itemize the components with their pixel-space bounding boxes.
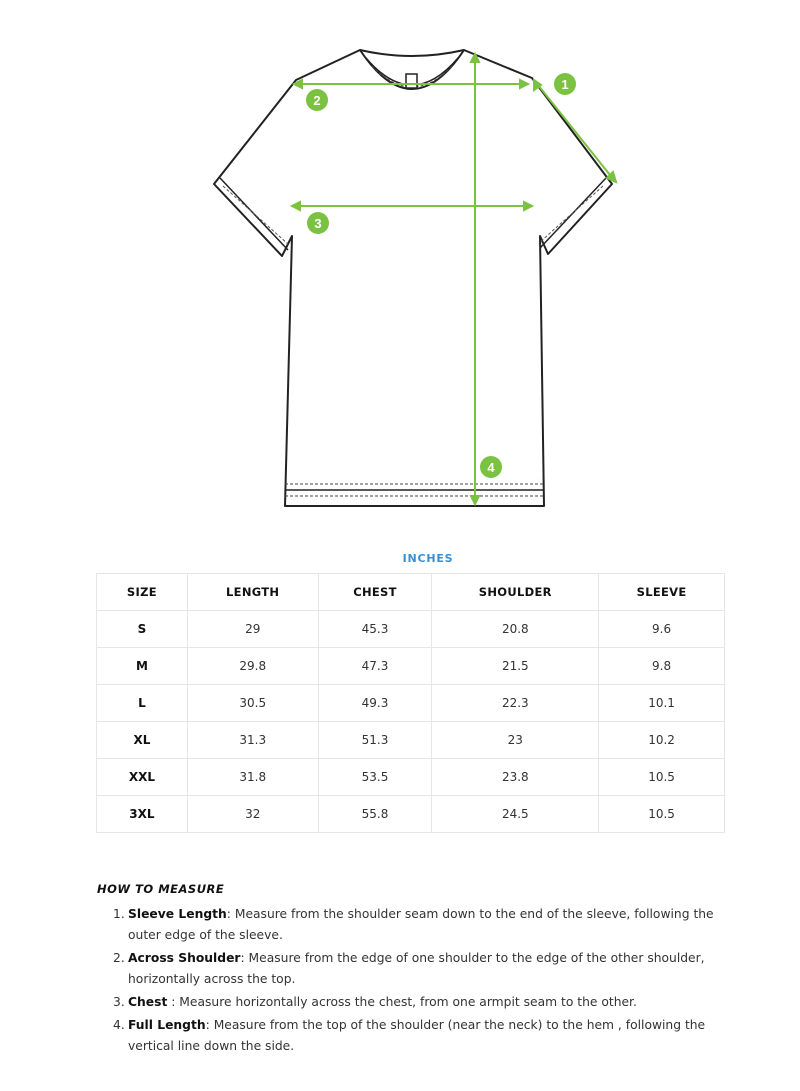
svg-text:3: 3 <box>314 216 322 231</box>
step-term: Sleeve Length <box>128 907 227 921</box>
list-item <box>113 948 718 990</box>
collar-tag <box>406 74 417 88</box>
shoulder-cell: 23.8 <box>432 759 599 796</box>
step-number: 3. <box>113 995 125 1009</box>
chest-cell: 47.3 <box>318 648 432 685</box>
chest-cell: 51.3 <box>318 722 432 759</box>
chest-cell: 55.8 <box>318 796 432 833</box>
marker-4 <box>480 456 502 478</box>
step-text: Measure from the edge of one shoulder to the edge of the other shoulder, horizontally across the top. <box>128 951 705 986</box>
step-term: Chest <box>128 995 168 1009</box>
tshirt-outline <box>214 50 612 506</box>
list-item <box>113 992 718 1013</box>
list-item <box>113 1015 718 1057</box>
table-row <box>97 685 725 722</box>
step-text: Measure from the top of the shoulder (near the neck) to the hem , following the vertical line down the side. <box>128 1018 706 1053</box>
chest-cell: 49.3 <box>318 685 432 722</box>
step-number: 1. <box>113 907 125 921</box>
size-chart-table <box>96 573 725 833</box>
size-cell: M <box>97 648 188 685</box>
list-item <box>113 904 718 946</box>
chest-cell: 53.5 <box>318 759 432 796</box>
sleeve-cell: 10.5 <box>599 759 725 796</box>
step-text: Measure horizontally across the chest, from one armpit seam to the other. <box>179 995 637 1009</box>
length-cell: 31.8 <box>187 759 318 796</box>
tshirt-diagram <box>0 0 800 530</box>
how-to-measure-heading: HOW TO MEASURE <box>97 882 225 896</box>
table-header-row <box>97 574 725 611</box>
length-cell: 31.3 <box>187 722 318 759</box>
size-cell: S <box>97 611 188 648</box>
size-cell: XXL <box>97 759 188 796</box>
length-cell: 30.5 <box>187 685 318 722</box>
step-separator: : <box>226 907 235 921</box>
marker-1 <box>554 73 576 95</box>
shoulder-cell: 22.3 <box>432 685 599 722</box>
unit-label: INCHES <box>402 552 454 565</box>
step-text: Measure from the shoulder seam down to the end of the sleeve, following the outer edge of the sleeve. <box>128 907 714 942</box>
shoulder-cell: 23 <box>432 722 599 759</box>
step-separator: : <box>205 1018 214 1032</box>
length-cell: 29 <box>187 611 318 648</box>
shoulder-cell: 24.5 <box>432 796 599 833</box>
measure-steps-list <box>113 904 718 1059</box>
step-number: 4. <box>113 1018 125 1032</box>
svg-text:1: 1 <box>561 77 569 92</box>
header-shoulder: SHOULDER <box>432 574 599 611</box>
marker-3 <box>307 212 329 234</box>
shoulder-cell: 21.5 <box>432 648 599 685</box>
header-sleeve: SLEEVE <box>599 574 725 611</box>
chest-cell: 45.3 <box>318 611 432 648</box>
step-term: Across Shoulder <box>128 951 241 965</box>
shoulder-cell: 20.8 <box>432 611 599 648</box>
table-row <box>97 759 725 796</box>
header-chest: CHEST <box>318 574 432 611</box>
table-row <box>97 611 725 648</box>
step-term: Full Length <box>128 1018 206 1032</box>
sleeve-cell: 9.8 <box>599 648 725 685</box>
size-cell: XL <box>97 722 188 759</box>
sleeve-cell: 9.6 <box>599 611 725 648</box>
sleeve-cell: 10.2 <box>599 722 725 759</box>
size-cell: 3XL <box>97 796 188 833</box>
svg-text:2: 2 <box>313 93 321 108</box>
table-row <box>97 796 725 833</box>
marker-2 <box>306 89 328 111</box>
header-size: SIZE <box>97 574 188 611</box>
table-row <box>97 722 725 759</box>
sleeve-cell: 10.5 <box>599 796 725 833</box>
length-cell: 32 <box>187 796 318 833</box>
step-separator: : <box>167 995 180 1009</box>
table-row <box>97 648 725 685</box>
sleeve-cell: 10.1 <box>599 685 725 722</box>
step-separator: : <box>240 951 249 965</box>
length-cell: 29.8 <box>187 648 318 685</box>
size-cell: L <box>97 685 188 722</box>
step-number: 2. <box>113 951 125 965</box>
header-length: LENGTH <box>187 574 318 611</box>
svg-text:4: 4 <box>487 460 495 475</box>
